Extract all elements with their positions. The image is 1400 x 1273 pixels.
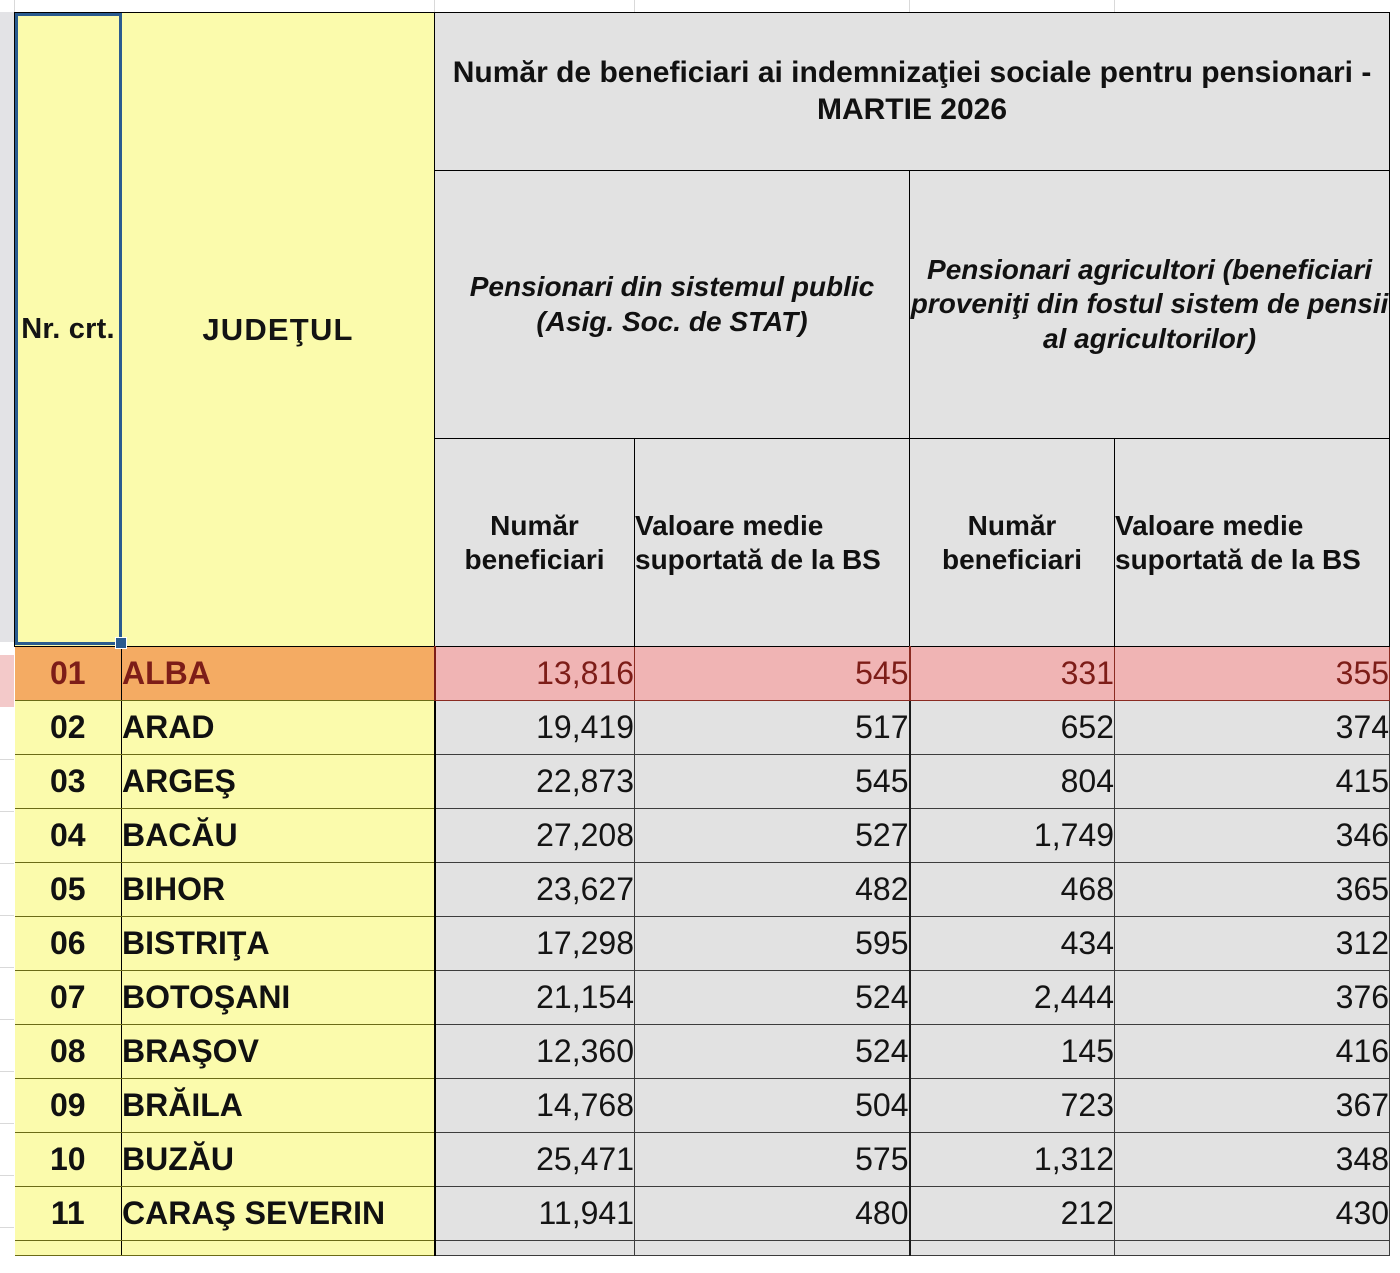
table-row[interactable] bbox=[15, 809, 1390, 863]
cell-valoare-agricultori[interactable]: 312 bbox=[1115, 917, 1390, 971]
cell-nr-crt[interactable]: 04 bbox=[15, 809, 122, 863]
cell-valoare-agricultori[interactable]: 374 bbox=[1115, 701, 1390, 755]
table-row-partial bbox=[15, 1241, 1390, 1256]
header-judetul[interactable] bbox=[122, 13, 435, 647]
cell-numar-agricultori[interactable]: 1,312 bbox=[910, 1133, 1115, 1187]
table-row[interactable] bbox=[15, 647, 1390, 701]
cell-numar-agricultori[interactable]: 1,749 bbox=[910, 809, 1115, 863]
cell-partial bbox=[15, 1241, 122, 1256]
cell-judet[interactable]: ALBA bbox=[122, 647, 435, 701]
header-valoare-medie-public: Valoare medie suportată de la BS bbox=[635, 439, 910, 647]
top-strip-seg bbox=[1114, 0, 1390, 12]
cell-valoare-agricultori[interactable]: 346 bbox=[1115, 809, 1390, 863]
gutter-highlight-band bbox=[0, 655, 14, 707]
sheet-top-strip bbox=[0, 0, 1400, 12]
cell-nr-crt[interactable]: 02 bbox=[15, 701, 122, 755]
gutter-header-band bbox=[0, 12, 15, 642]
top-strip-seg bbox=[634, 0, 910, 12]
header-group-public: Pensionari din sistemul public (Asig. Soc. de STAT) bbox=[435, 171, 910, 439]
cell-valoare-agricultori[interactable]: 365 bbox=[1115, 863, 1390, 917]
cell-judet[interactable]: BIHOR bbox=[122, 863, 435, 917]
sheet-right-gutter bbox=[1389, 0, 1400, 1273]
cell-valoare-agricultori[interactable]: 348 bbox=[1115, 1133, 1390, 1187]
cell-judet[interactable]: ARGEŞ bbox=[122, 755, 435, 809]
cell-numar-agricultori[interactable]: 2,444 bbox=[910, 971, 1115, 1025]
cell-numar-public[interactable]: 13,816 bbox=[435, 647, 635, 701]
table-row[interactable] bbox=[15, 1133, 1390, 1187]
cell-numar-public[interactable]: 14,768 bbox=[435, 1079, 635, 1133]
cell-judet[interactable]: BUZĂU bbox=[122, 1133, 435, 1187]
header-valoare-medie-agricultori: Valoare medie suportată de la BS bbox=[1115, 439, 1390, 647]
header-row-title bbox=[15, 13, 1390, 171]
cell-judet[interactable]: BISTRIŢA bbox=[122, 917, 435, 971]
table-row[interactable] bbox=[15, 1187, 1390, 1241]
table-row[interactable] bbox=[15, 917, 1390, 971]
table-row[interactable] bbox=[15, 701, 1390, 755]
cell-partial bbox=[635, 1241, 910, 1256]
header-numar-beneficiari-agricultori: Număr beneficiari bbox=[910, 439, 1115, 647]
cell-valoare-public[interactable]: 517 bbox=[635, 701, 910, 755]
table-row[interactable] bbox=[15, 1079, 1390, 1133]
cell-valoare-agricultori[interactable]: 416 bbox=[1115, 1025, 1390, 1079]
header-group-agricultori: Pensionari agricultori (beneficiari proveniţi din fostul sistem de pensii al agricultorilor) bbox=[910, 171, 1390, 439]
cell-numar-public[interactable]: 11,941 bbox=[435, 1187, 635, 1241]
cell-nr-crt[interactable]: 05 bbox=[15, 863, 122, 917]
cell-partial bbox=[1115, 1241, 1390, 1256]
cell-valoare-public[interactable]: 504 bbox=[635, 1079, 910, 1133]
header-nr-crt-label: Nr. crt. bbox=[21, 313, 115, 346]
cell-numar-public[interactable]: 21,154 bbox=[435, 971, 635, 1025]
cell-numar-public[interactable]: 17,298 bbox=[435, 917, 635, 971]
cell-valoare-agricultori[interactable]: 415 bbox=[1115, 755, 1390, 809]
cell-valoare-public[interactable]: 545 bbox=[635, 647, 910, 701]
cell-valoare-agricultori[interactable]: 430 bbox=[1115, 1187, 1390, 1241]
cell-valoare-public[interactable]: 480 bbox=[635, 1187, 910, 1241]
cell-valoare-agricultori[interactable]: 355 bbox=[1115, 647, 1390, 701]
header-judetul-label: JUDEŢUL bbox=[202, 311, 354, 347]
cell-nr-crt[interactable]: 07 bbox=[15, 971, 122, 1025]
table-title: Număr de beneficiari ai indemnizaţiei sociale pentru pensionari - MARTIE 2026 bbox=[435, 13, 1390, 171]
cell-numar-agricultori[interactable]: 145 bbox=[910, 1025, 1115, 1079]
cell-nr-crt[interactable]: 10 bbox=[15, 1133, 122, 1187]
cell-numar-public[interactable]: 12,360 bbox=[435, 1025, 635, 1079]
top-strip-seg bbox=[909, 0, 1115, 12]
header-numar-beneficiari-public: Număr beneficiari bbox=[435, 439, 635, 647]
cell-numar-public[interactable]: 22,873 bbox=[435, 755, 635, 809]
cell-partial bbox=[435, 1241, 635, 1256]
pension-beneficiaries-table bbox=[14, 12, 1390, 1256]
sheet-left-gutter bbox=[0, 0, 14, 1273]
header-nr-crt[interactable] bbox=[15, 13, 122, 647]
selection-fill-handle[interactable] bbox=[115, 637, 127, 649]
cell-nr-crt[interactable]: 11 bbox=[15, 1187, 122, 1241]
cell-numar-agricultori[interactable]: 468 bbox=[910, 863, 1115, 917]
gutter-row-band bbox=[0, 707, 14, 1267]
cell-numar-public[interactable]: 23,627 bbox=[435, 863, 635, 917]
cell-nr-crt[interactable]: 06 bbox=[15, 917, 122, 971]
cell-valoare-agricultori[interactable]: 367 bbox=[1115, 1079, 1390, 1133]
cell-numar-public[interactable]: 25,471 bbox=[435, 1133, 635, 1187]
cell-numar-agricultori[interactable]: 804 bbox=[910, 755, 1115, 809]
cell-numar-agricultori[interactable]: 331 bbox=[910, 647, 1115, 701]
cell-judet[interactable]: ARAD bbox=[122, 701, 435, 755]
cell-partial bbox=[910, 1241, 1115, 1256]
cell-valoare-public[interactable]: 524 bbox=[635, 971, 910, 1025]
cell-judet[interactable]: BOTOŞANI bbox=[122, 971, 435, 1025]
cell-nr-crt[interactable]: 03 bbox=[15, 755, 122, 809]
cell-numar-agricultori[interactable]: 652 bbox=[910, 701, 1115, 755]
table-row[interactable] bbox=[15, 755, 1390, 809]
cell-valoare-public[interactable]: 482 bbox=[635, 863, 910, 917]
table-row[interactable] bbox=[15, 863, 1390, 917]
cell-judet[interactable]: BRAŞOV bbox=[122, 1025, 435, 1079]
cell-numar-agricultori[interactable]: 212 bbox=[910, 1187, 1115, 1241]
cell-valoare-public[interactable]: 527 bbox=[635, 809, 910, 863]
cell-nr-crt[interactable]: 08 bbox=[15, 1025, 122, 1079]
cell-valoare-public[interactable]: 545 bbox=[635, 755, 910, 809]
cell-judet[interactable]: BACĂU bbox=[122, 809, 435, 863]
top-strip-seg bbox=[14, 0, 435, 12]
cell-numar-public[interactable]: 19,419 bbox=[435, 701, 635, 755]
cell-numar-agricultori[interactable]: 434 bbox=[910, 917, 1115, 971]
cell-valoare-public[interactable]: 595 bbox=[635, 917, 910, 971]
cell-numar-agricultori[interactable]: 723 bbox=[910, 1079, 1115, 1133]
table-row[interactable] bbox=[15, 971, 1390, 1025]
cell-partial bbox=[122, 1241, 435, 1256]
top-strip-seg bbox=[434, 0, 635, 12]
cell-valoare-agricultori[interactable]: 376 bbox=[1115, 971, 1390, 1025]
table-row[interactable] bbox=[15, 1025, 1390, 1079]
cell-numar-public[interactable]: 27,208 bbox=[435, 809, 635, 863]
cell-judet[interactable]: CARAŞ SEVERIN bbox=[122, 1187, 435, 1241]
cell-judet[interactable]: BRĂILA bbox=[122, 1079, 435, 1133]
cell-valoare-public[interactable]: 524 bbox=[635, 1025, 910, 1079]
cell-nr-crt[interactable]: 01 bbox=[15, 647, 122, 701]
cell-valoare-public[interactable]: 575 bbox=[635, 1133, 910, 1187]
cell-nr-crt[interactable]: 09 bbox=[15, 1079, 122, 1133]
